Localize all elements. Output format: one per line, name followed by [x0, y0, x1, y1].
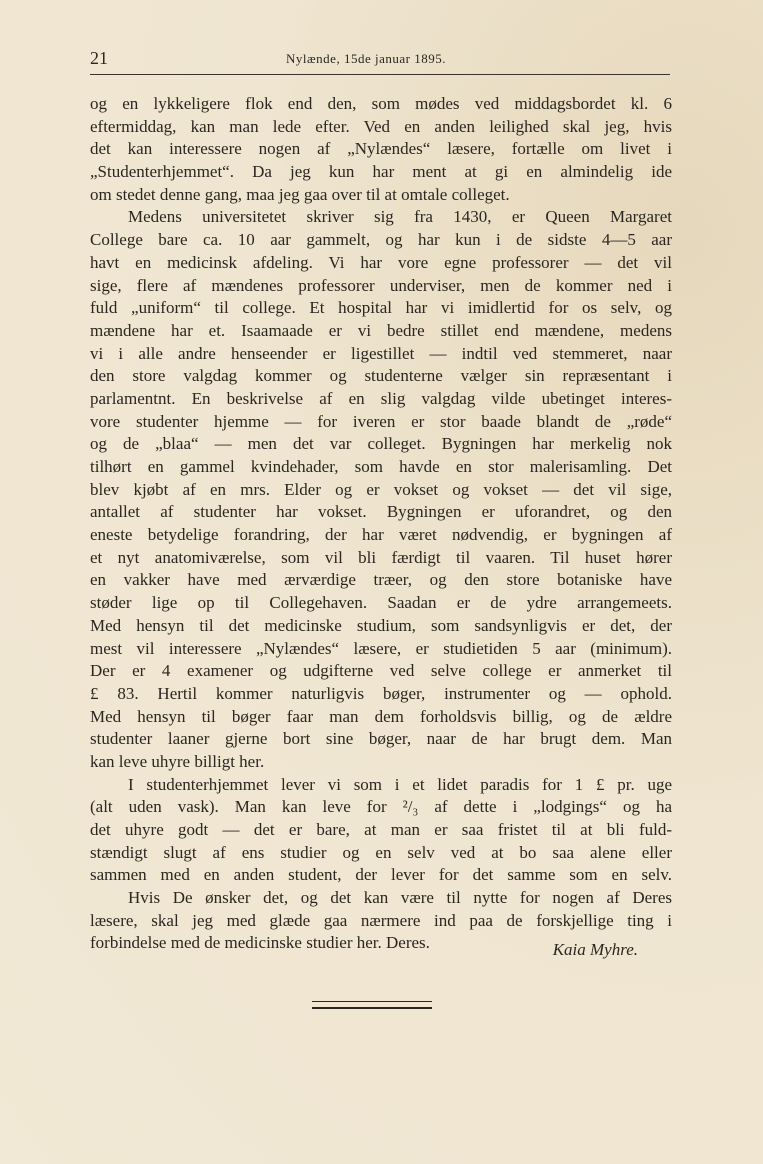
text-line: parlamentnt. En beskrivelse af en slig valgdag vilde ubetinget interes-: [90, 388, 672, 408]
text-line: det kan interessere nogen af „Nylændes“ læsere, fortælle om livet i: [90, 139, 672, 159]
page-header: [90, 48, 670, 75]
text-line: antallet af studenter har vokset. Bygningen er uforandret, og den: [90, 502, 672, 522]
text-line: studenter laaner gjerne bort sine bøger, naar de har brugt dem. Man: [90, 729, 672, 749]
page-number: 21: [90, 48, 108, 68]
text-line: støder lige op til Collegehaven. Saadan er de ydre arrangemeets.: [90, 593, 672, 613]
text-line: Medens universitetet skriver sig fra 1430, er Queen Margaret: [128, 207, 672, 227]
text-line: eneste betydelige forandring, der har været nødvendig, er bygningen af: [90, 525, 672, 545]
text-line: en vakker have med ærværdige træer, og den store botaniske have: [90, 570, 672, 590]
text-line: havt en medicinsk afdeling. Vi har vore egne professorer — det vil: [90, 252, 672, 272]
text-line: læsere, skal jeg med glæde gaa nærmere ind paa de forskjellige ting i: [90, 910, 672, 930]
text-line: tilhørt en gammel kvindehader, som havde en stor malerisamling. Det: [90, 457, 672, 476]
article-body: [90, 93, 672, 955]
section-divider: [312, 1001, 432, 1009]
text-line: vore studenter hjemme — for iveren er stor baade blandt de „røde“: [90, 411, 672, 431]
text-line: sammen med en anden student, der lever for det samme som en selv.: [90, 865, 672, 885]
signature: Kaia Myhre.: [552, 940, 638, 959]
text-line: £ 83. Hertil kommer naturligvis bøger, instrumenter og — ophold.: [90, 683, 672, 703]
text-line: Med hensyn til det medicinske studium, som sandsynligvis er det, der: [90, 615, 672, 635]
text-line: om stedet denne gang, maa jeg gaa over til at omtale colleget.: [90, 184, 510, 204]
text-line: forbindelse med de medicinske studier her. Deres.: [90, 933, 430, 953]
text-line: vi i alle andre henseender er ligestillet — indtil ved stemmeret, naar: [90, 343, 672, 363]
text-line: blev kjøbt af en mrs. Elder og er vokset og vokset — det vil sige,: [90, 479, 672, 499]
text-line: (alt uden vask). Man kan leve for ²/₃ af dette i „lodgings“ og ha: [90, 797, 672, 817]
text-line: Der er 4 examener og udgifterne ved selve college er anmerket til: [90, 661, 672, 681]
text-line: Med hensyn til bøger faar man dem forholdsvis billig, og de ældre: [90, 706, 672, 726]
text-line: Hvis De ønsker det, og det kan være til nytte for nogen af Deres: [128, 888, 672, 908]
text-line: og de „blaa“ — men det var colleget. Bygningen har merkelig nok: [90, 434, 672, 454]
text-line: „Studenterhjemmet“. Da jeg kun har ment at gi en almindelig ide: [90, 162, 672, 182]
text-line: kan leve uhyre billigt her.: [90, 751, 265, 771]
running-head: Nylænde, 15de januar 1895.: [286, 51, 446, 66]
text-line: eftermiddag, kan man lede efter. Ved en anden leilighed skal jeg, hvis: [90, 116, 672, 136]
text-line: et nyt anatomiværelse, som vil bli færdigt til vaaren. Til huset hører: [90, 547, 672, 567]
text-line: den store valgdag kommer og studenterne vælger sin repræsentant i: [90, 366, 672, 386]
text-line: fuld „uniform“ til college. Et hospital har vi imidlertid for os selv, og: [90, 298, 672, 318]
text-line: College bare ca. 10 aar gammelt, og har kun i de sidste 4—5 aar: [90, 230, 672, 250]
text-line: sige, flere af mændenes professorer underviser, men de kommer ned i: [90, 275, 672, 295]
text-line: mest vil interessere „Nylændes“ læsere, er studietiden 5 aar (minimum).: [90, 638, 672, 658]
text-line: det uhyre godt — det er bare, at man er saa fristet til at bli fuld-: [90, 820, 672, 839]
text-line: mændene har et. Isaamaade er vi bedre stillet end mændene, medens: [90, 320, 672, 340]
text-line: I studenterhjemmet lever vi som i et lidet paradis for 1 £ pr. uge: [128, 774, 672, 794]
text-line: og en lykkeligere flok end den, som mødes ved middagsbordet kl. 6: [90, 94, 672, 113]
text-line: stændigt slugt af ens studier og en selv ved at bo saa alene eller: [90, 842, 672, 862]
